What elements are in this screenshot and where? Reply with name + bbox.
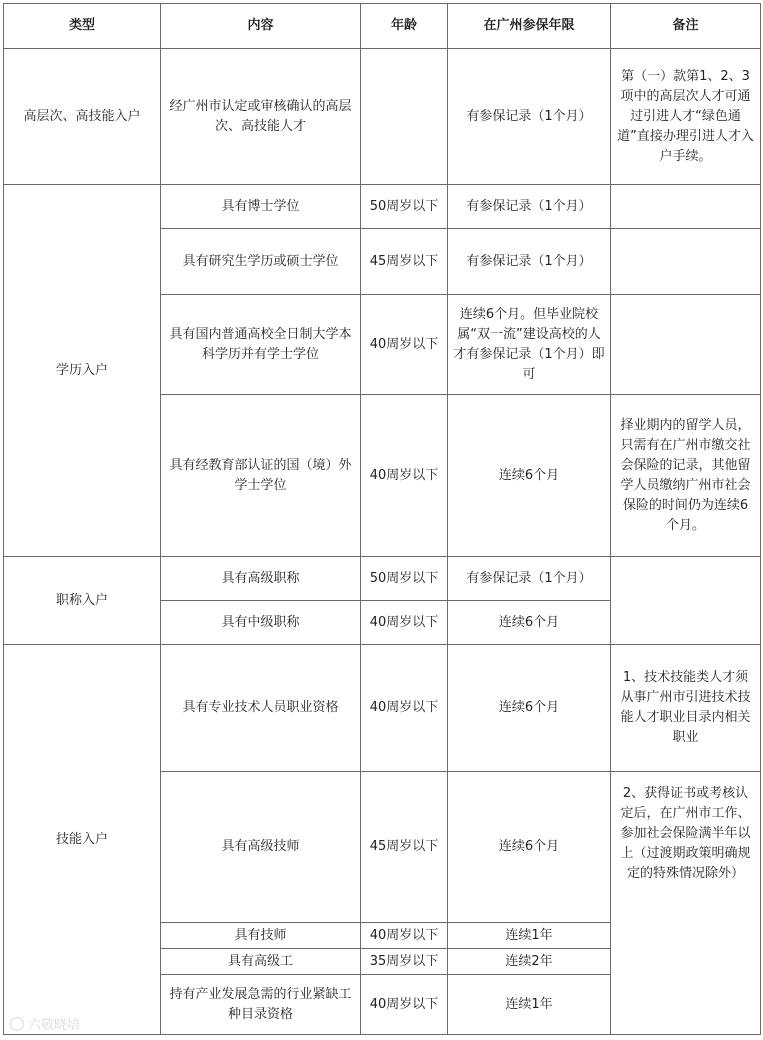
years-cell: 有参保记录（1个月） bbox=[448, 557, 611, 601]
note-cell bbox=[611, 185, 761, 229]
content-cell: 具有中级职称 bbox=[161, 601, 361, 645]
years-cell: 连续6个月 bbox=[448, 772, 611, 923]
header-row bbox=[4, 4, 761, 49]
header-content: 内容 bbox=[161, 4, 361, 49]
note-cell bbox=[611, 295, 761, 395]
type-cell: 技能入户 bbox=[4, 645, 161, 1035]
years-cell: 连续2年 bbox=[448, 949, 611, 975]
years-cell: 连续1年 bbox=[448, 975, 611, 1035]
years-cell: 连续6个月 bbox=[448, 601, 611, 645]
content-cell: 具有国内普通高校全日制大学本科学历并有学士学位 bbox=[161, 295, 361, 395]
watermark-text: 六敬晓培 bbox=[28, 1018, 81, 1033]
age-cell: 45周岁以下 bbox=[361, 229, 448, 295]
age-cell: 40周岁以下 bbox=[361, 295, 448, 395]
note-cell bbox=[611, 557, 761, 645]
header-years: 在广州参保年限 bbox=[448, 4, 611, 49]
header-age: 年龄 bbox=[361, 4, 448, 49]
content-cell: 具有博士学位 bbox=[161, 185, 361, 229]
years-cell: 连续6个月 bbox=[448, 395, 611, 557]
age-cell: 40周岁以下 bbox=[361, 645, 448, 772]
table-row bbox=[4, 645, 761, 772]
content-cell: 具有技师 bbox=[161, 923, 361, 949]
age-cell: 35周岁以下 bbox=[361, 949, 448, 975]
content-cell: 具有高级职称 bbox=[161, 557, 361, 601]
age-cell: 45周岁以下 bbox=[361, 772, 448, 923]
age-cell: 40周岁以下 bbox=[361, 975, 448, 1035]
years-cell: 连续1年 bbox=[448, 923, 611, 949]
years-cell: 有参保记录（1个月） bbox=[448, 185, 611, 229]
watermark-icon bbox=[10, 1017, 24, 1031]
note-cell: 1、技术技能类人才须从事广州市引进技术技能人才职业目录内相关职业 bbox=[611, 645, 761, 772]
age-cell: 40周岁以下 bbox=[361, 923, 448, 949]
watermark bbox=[10, 1014, 80, 1033]
content-cell: 持有产业发展急需的行业紧缺工种目录资格 bbox=[161, 975, 361, 1035]
years-cell: 有参保记录（1个月） bbox=[448, 229, 611, 295]
age-cell: 50周岁以下 bbox=[361, 557, 448, 601]
note-cell: 择业期内的留学人员，只需有在广州市缴交社会保险的记录，其他留学人员缴纳广州市社会保险的时间仍为连续6个月。 bbox=[611, 395, 761, 557]
table-row bbox=[4, 185, 761, 229]
content-cell: 具有经教育部认证的国（境）外学士学位 bbox=[161, 395, 361, 557]
table-row bbox=[4, 557, 761, 601]
header-note: 备注 bbox=[611, 4, 761, 49]
content-cell: 经广州市认定或审核确认的高层次、高技能人才 bbox=[161, 49, 361, 185]
content-cell: 具有高级技师 bbox=[161, 772, 361, 923]
header-type: 类型 bbox=[4, 4, 161, 49]
age-cell: 40周岁以下 bbox=[361, 601, 448, 645]
type-cell: 职称入户 bbox=[4, 557, 161, 645]
type-cell: 学历入户 bbox=[4, 185, 161, 557]
content-cell: 具有专业技术人员职业资格 bbox=[161, 645, 361, 772]
age-cell bbox=[361, 49, 448, 185]
note-cell: 第（一）款第1、2、3项中的高层次人才可通过引进人才“绿色通道”直接办理引进人才入户手续。 bbox=[611, 49, 761, 185]
content-cell: 具有高级工 bbox=[161, 949, 361, 975]
table-row bbox=[4, 49, 761, 185]
years-cell: 连续6个月。但毕业院校属“双一流”建设高校的人才有参保记录（1个月）即可 bbox=[448, 295, 611, 395]
years-cell: 有参保记录（1个月） bbox=[448, 49, 611, 185]
age-cell: 50周岁以下 bbox=[361, 185, 448, 229]
age-cell: 40周岁以下 bbox=[361, 395, 448, 557]
policy-table bbox=[3, 3, 761, 1035]
note-cell bbox=[611, 229, 761, 295]
years-cell: 连续6个月 bbox=[448, 645, 611, 772]
content-cell: 具有研究生学历或硕士学位 bbox=[161, 229, 361, 295]
note-cell: 2、获得证书或考核认定后，在广州市工作、参加社会保险满半年以上（过渡期政策明确规定的特殊情况除外） bbox=[611, 772, 761, 1035]
type-cell: 高层次、高技能入户 bbox=[4, 49, 161, 185]
